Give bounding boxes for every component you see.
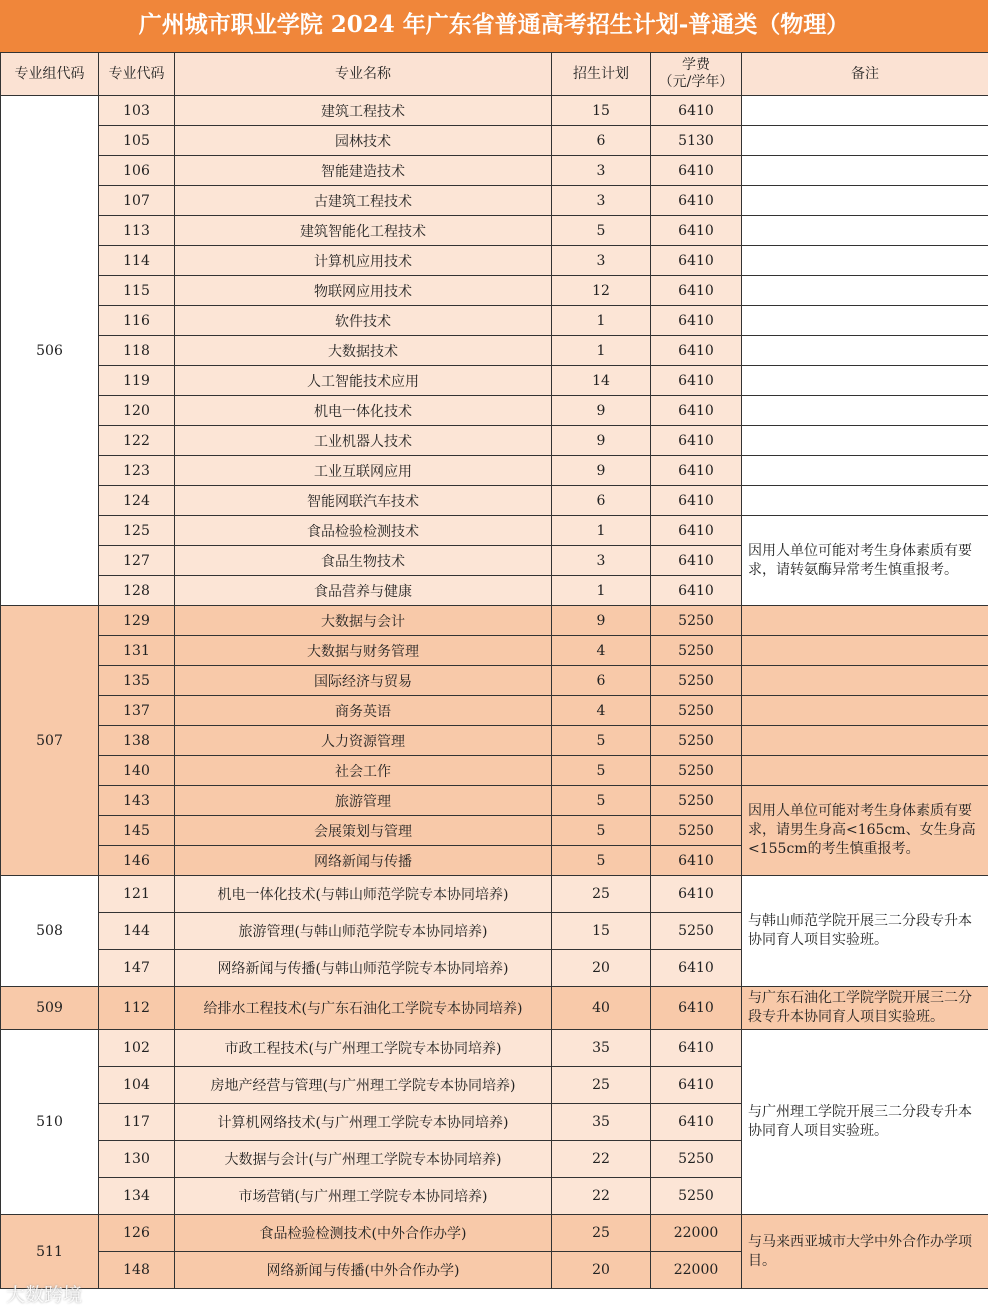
note-cell-empty <box>742 246 988 276</box>
major-code-cell: 130 <box>99 1141 175 1178</box>
table-row <box>1 696 988 726</box>
note-cell-empty <box>742 726 988 756</box>
table-row <box>1 756 988 786</box>
major-name-cell: 大数据与会计 <box>175 606 552 636</box>
plan-cell: 35 <box>552 1030 651 1067</box>
major-code-cell: 113 <box>99 216 175 246</box>
table-row <box>1 246 988 276</box>
major-name-cell: 给排水工程技术(与广东石油化工学院专本协同培养) <box>175 987 552 1030</box>
major-name-cell: 建筑智能化工程技术 <box>175 216 552 246</box>
header-row <box>1 53 988 96</box>
plan-cell: 9 <box>552 396 651 426</box>
plan-cell: 5 <box>552 726 651 756</box>
major-name-cell: 社会工作 <box>175 756 552 786</box>
fee-cell: 6410 <box>651 486 742 516</box>
plan-cell: 25 <box>552 876 651 913</box>
fee-cell: 6410 <box>651 396 742 426</box>
fee-cell: 5250 <box>651 636 742 666</box>
major-name-cell: 网络新闻与传播 <box>175 846 552 876</box>
note-cell: 与广东石油化工学院学院开展三二分段专升本协同育人项目实验班。 <box>742 987 988 1030</box>
table-row <box>1 396 988 426</box>
major-code-cell: 147 <box>99 950 175 987</box>
note-cell-empty <box>742 756 988 786</box>
fee-cell: 6410 <box>651 546 742 576</box>
table-row <box>1 336 988 366</box>
major-name-cell: 旅游管理 <box>175 786 552 816</box>
note-cell: 因用人单位可能对考生身体素质有要求，请转氨酶异常考生慎重报考。 <box>742 516 988 606</box>
fee-cell: 6410 <box>651 186 742 216</box>
major-code-cell: 129 <box>99 606 175 636</box>
major-code-cell: 121 <box>99 876 175 913</box>
major-code-cell: 102 <box>99 1030 175 1067</box>
plan-cell: 1 <box>552 336 651 366</box>
fee-cell: 5250 <box>651 1141 742 1178</box>
major-code-cell: 137 <box>99 696 175 726</box>
table-row <box>1 1030 988 1067</box>
major-name-cell: 国际经济与贸易 <box>175 666 552 696</box>
major-name-cell: 园林技术 <box>175 126 552 156</box>
fee-cell: 5250 <box>651 816 742 846</box>
major-code-cell: 146 <box>99 846 175 876</box>
table-row <box>1 516 988 546</box>
major-name-cell: 物联网应用技术 <box>175 276 552 306</box>
major-name-cell: 会展策划与管理 <box>175 816 552 846</box>
fee-cell: 6410 <box>651 950 742 987</box>
note-cell-empty <box>742 306 988 336</box>
major-code-cell: 105 <box>99 126 175 156</box>
plan-cell: 1 <box>552 306 651 336</box>
plan-cell: 1 <box>552 576 651 606</box>
note-cell-empty <box>742 456 988 486</box>
major-name-cell: 食品检验检测技术 <box>175 516 552 546</box>
fee-cell: 22000 <box>651 1252 742 1289</box>
table-row <box>1 456 988 486</box>
note-cell: 因用人单位可能对考生身体素质有要求，请男生身高<165cm、女生身高<155cm的考生慎重报考。 <box>742 786 988 876</box>
group-code-cell: 510 <box>1 1030 99 1215</box>
major-code-cell: 126 <box>99 1215 175 1252</box>
table-row <box>1 186 988 216</box>
major-name-cell: 食品检验检测技术(中外合作办学) <box>175 1215 552 1252</box>
major-code-cell: 145 <box>99 816 175 846</box>
group-code-cell: 508 <box>1 876 99 987</box>
major-code-cell: 119 <box>99 366 175 396</box>
group-code-cell: 509 <box>1 987 99 1030</box>
plan-cell: 25 <box>552 1215 651 1252</box>
fee-cell: 6410 <box>651 426 742 456</box>
major-code-cell: 116 <box>99 306 175 336</box>
note-cell-empty <box>742 96 988 126</box>
header-major-name: 专业名称 <box>175 53 552 96</box>
plan-cell: 5 <box>552 816 651 846</box>
major-code-cell: 104 <box>99 1067 175 1104</box>
major-code-cell: 148 <box>99 1252 175 1289</box>
enrollment-plan-table <box>0 52 988 1289</box>
major-code-cell: 122 <box>99 426 175 456</box>
major-code-cell: 106 <box>99 156 175 186</box>
table-row <box>1 96 988 126</box>
major-name-cell: 智能建造技术 <box>175 156 552 186</box>
note-cell: 与韩山师范学院开展三二分段专升本协同育人项目实验班。 <box>742 876 988 987</box>
plan-cell: 5 <box>552 786 651 816</box>
note-cell-empty <box>742 336 988 366</box>
table-row <box>1 726 988 756</box>
major-code-cell: 112 <box>99 987 175 1030</box>
table-row <box>1 786 988 816</box>
note-cell-empty <box>742 636 988 666</box>
major-code-cell: 117 <box>99 1104 175 1141</box>
table-row <box>1 126 988 156</box>
header-major-code: 专业代码 <box>99 53 175 96</box>
table-row <box>1 666 988 696</box>
fee-cell: 6410 <box>651 96 742 126</box>
note-cell: 与马来西亚城市大学中外合作办学项目。 <box>742 1215 988 1289</box>
major-name-cell: 人工智能技术应用 <box>175 366 552 396</box>
major-name-cell: 网络新闻与传播(与韩山师范学院专本协同培养) <box>175 950 552 987</box>
table-row <box>1 306 988 336</box>
plan-cell: 5 <box>552 756 651 786</box>
plan-cell: 25 <box>552 1067 651 1104</box>
fee-cell: 5130 <box>651 126 742 156</box>
plan-cell: 14 <box>552 366 651 396</box>
major-code-cell: 135 <box>99 666 175 696</box>
plan-cell: 3 <box>552 186 651 216</box>
fee-cell: 6410 <box>651 1067 742 1104</box>
table-row <box>1 486 988 516</box>
fee-cell: 5250 <box>651 666 742 696</box>
major-name-cell: 计算机网络技术(与广州理工学院专本协同培养) <box>175 1104 552 1141</box>
major-code-cell: 138 <box>99 726 175 756</box>
fee-cell: 5250 <box>651 786 742 816</box>
table-row <box>1 987 988 1030</box>
note-cell-empty <box>742 366 988 396</box>
plan-cell: 40 <box>552 987 651 1030</box>
major-code-cell: 123 <box>99 456 175 486</box>
major-code-cell: 140 <box>99 756 175 786</box>
note-cell-empty <box>742 486 988 516</box>
table-row <box>1 156 988 186</box>
table-row <box>1 426 988 456</box>
major-name-cell: 工业互联网应用 <box>175 456 552 486</box>
note-cell: 与广州理工学院开展三二分段专升本协同育人项目实验班。 <box>742 1030 988 1215</box>
plan-cell: 3 <box>552 156 651 186</box>
page-title: 广州城市职业学院 2024 年广东省普通高考招生计划-普通类（物理） <box>0 0 988 53</box>
plan-cell: 6 <box>552 126 651 156</box>
note-cell-empty <box>742 216 988 246</box>
plan-cell: 4 <box>552 636 651 666</box>
watermark-text: 大数跨境 <box>6 1284 83 1306</box>
plan-cell: 5 <box>552 216 651 246</box>
major-code-cell: 107 <box>99 186 175 216</box>
note-cell-empty <box>742 126 988 156</box>
note-cell-empty <box>742 396 988 426</box>
plan-cell: 9 <box>552 456 651 486</box>
fee-cell: 5250 <box>651 726 742 756</box>
plan-cell: 15 <box>552 913 651 950</box>
header-note: 备注 <box>742 53 988 96</box>
plan-cell: 22 <box>552 1141 651 1178</box>
major-name-cell: 机电一体化技术 <box>175 396 552 426</box>
table-row <box>1 1215 988 1252</box>
major-code-cell: 134 <box>99 1178 175 1215</box>
table-row <box>1 276 988 306</box>
major-name-cell: 市政工程技术(与广州理工学院专本协同培养) <box>175 1030 552 1067</box>
fee-cell: 5250 <box>651 606 742 636</box>
plan-cell: 6 <box>552 666 651 696</box>
fee-cell: 6410 <box>651 456 742 486</box>
plan-cell: 9 <box>552 426 651 456</box>
note-cell-empty <box>742 156 988 186</box>
note-cell-empty <box>742 666 988 696</box>
table-row <box>1 366 988 396</box>
group-code-cell: 506 <box>1 96 99 606</box>
plan-cell: 5 <box>552 846 651 876</box>
major-name-cell: 人力资源管理 <box>175 726 552 756</box>
fee-cell: 6410 <box>651 516 742 546</box>
major-name-cell: 食品营养与健康 <box>175 576 552 606</box>
fee-cell: 5250 <box>651 913 742 950</box>
fee-cell: 6410 <box>651 246 742 276</box>
fee-cell: 6410 <box>651 1104 742 1141</box>
table-row <box>1 216 988 246</box>
table-row <box>1 636 988 666</box>
plan-cell: 35 <box>552 1104 651 1141</box>
major-name-cell: 市场营销(与广州理工学院专本协同培养) <box>175 1178 552 1215</box>
major-code-cell: 131 <box>99 636 175 666</box>
major-name-cell: 计算机应用技术 <box>175 246 552 276</box>
plan-cell: 20 <box>552 950 651 987</box>
major-name-cell: 旅游管理(与韩山师范学院专本协同培养) <box>175 913 552 950</box>
note-cell-empty <box>742 276 988 306</box>
note-cell-empty <box>742 606 988 636</box>
major-code-cell: 103 <box>99 96 175 126</box>
major-name-cell: 食品生物技术 <box>175 546 552 576</box>
fee-cell: 6410 <box>651 1030 742 1067</box>
note-cell-empty <box>742 696 988 726</box>
major-code-cell: 144 <box>99 913 175 950</box>
fee-cell: 6410 <box>651 846 742 876</box>
fee-cell: 5250 <box>651 696 742 726</box>
fee-cell: 6410 <box>651 216 742 246</box>
major-code-cell: 128 <box>99 576 175 606</box>
plan-cell: 12 <box>552 276 651 306</box>
major-name-cell: 机电一体化技术(与韩山师范学院专本协同培养) <box>175 876 552 913</box>
major-name-cell: 商务英语 <box>175 696 552 726</box>
major-name-cell: 建筑工程技术 <box>175 96 552 126</box>
plan-cell: 22 <box>552 1178 651 1215</box>
note-cell-empty <box>742 186 988 216</box>
plan-cell: 6 <box>552 486 651 516</box>
fee-cell: 22000 <box>651 1215 742 1252</box>
major-code-cell: 115 <box>99 276 175 306</box>
plan-cell: 4 <box>552 696 651 726</box>
major-code-cell: 127 <box>99 546 175 576</box>
fee-cell: 6410 <box>651 276 742 306</box>
header-plan: 招生计划 <box>552 53 651 96</box>
major-name-cell: 工业机器人技术 <box>175 426 552 456</box>
plan-cell: 1 <box>552 516 651 546</box>
fee-cell: 6410 <box>651 366 742 396</box>
plan-cell: 3 <box>552 546 651 576</box>
group-code-cell: 507 <box>1 606 99 876</box>
group-code-cell: 511 <box>1 1215 99 1289</box>
major-code-cell: 125 <box>99 516 175 546</box>
major-code-cell: 118 <box>99 336 175 366</box>
major-name-cell: 大数据技术 <box>175 336 552 366</box>
plan-cell: 9 <box>552 606 651 636</box>
table-row <box>1 606 988 636</box>
major-name-cell: 网络新闻与传播(中外合作办学) <box>175 1252 552 1289</box>
major-code-cell: 120 <box>99 396 175 426</box>
major-name-cell: 大数据与财务管理 <box>175 636 552 666</box>
plan-cell: 15 <box>552 96 651 126</box>
watermark-logo <box>6 1280 82 1307</box>
plan-cell: 20 <box>552 1252 651 1289</box>
major-code-cell: 143 <box>99 786 175 816</box>
major-name-cell: 软件技术 <box>175 306 552 336</box>
fee-cell: 5250 <box>651 1178 742 1215</box>
fee-cell: 6410 <box>651 876 742 913</box>
fee-cell: 6410 <box>651 156 742 186</box>
header-fee: 学费 （元/学年） <box>651 53 742 96</box>
plan-cell: 3 <box>552 246 651 276</box>
major-name-cell: 大数据与会计(与广州理工学院专本协同培养) <box>175 1141 552 1178</box>
major-name-cell: 房地产经营与管理(与广州理工学院专本协同培养) <box>175 1067 552 1104</box>
fee-cell: 5250 <box>651 756 742 786</box>
major-code-cell: 114 <box>99 246 175 276</box>
fee-cell: 6410 <box>651 987 742 1030</box>
table-row <box>1 876 988 913</box>
note-cell-empty <box>742 426 988 456</box>
fee-cell: 6410 <box>651 576 742 606</box>
major-name-cell: 智能网联汽车技术 <box>175 486 552 516</box>
major-name-cell: 古建筑工程技术 <box>175 186 552 216</box>
header-group-code: 专业组代码 <box>1 53 99 96</box>
fee-cell: 6410 <box>651 336 742 366</box>
major-code-cell: 124 <box>99 486 175 516</box>
fee-cell: 6410 <box>651 306 742 336</box>
